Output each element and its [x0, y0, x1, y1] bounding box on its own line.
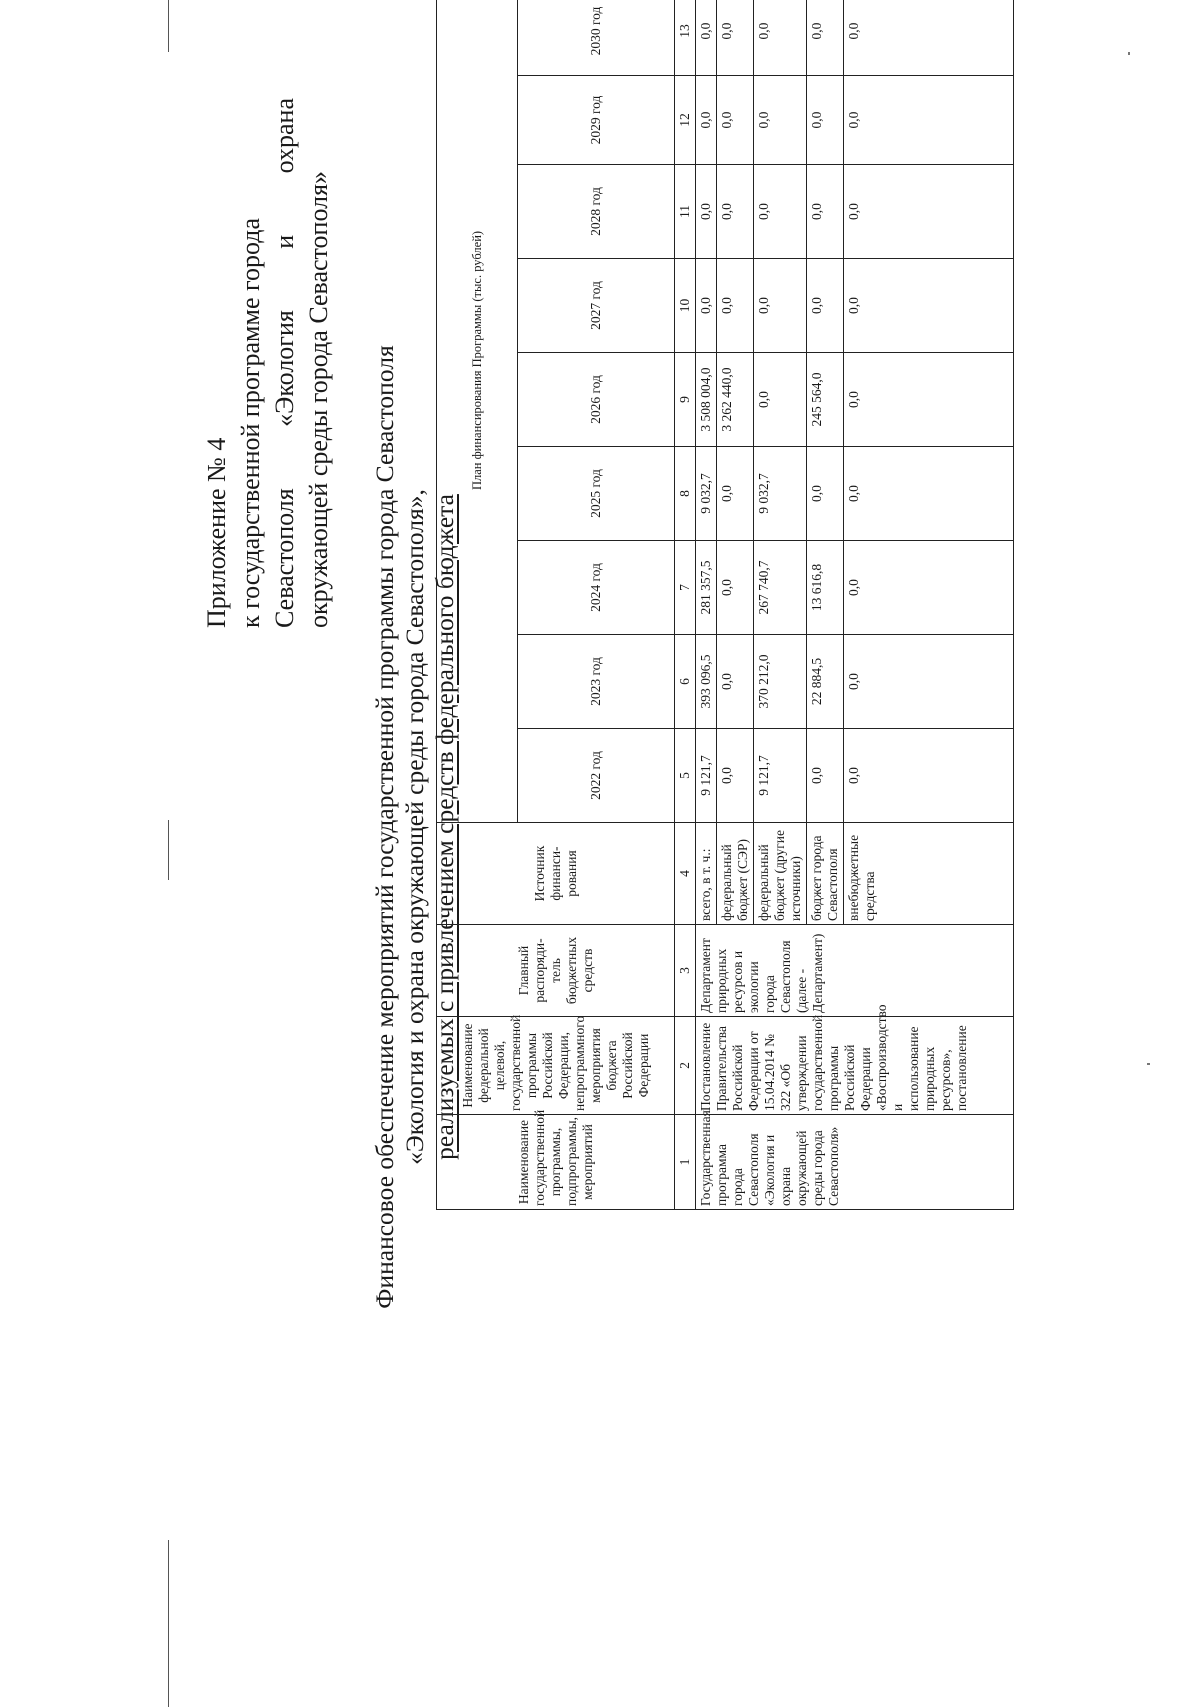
- value-cell: 0,0: [844, 76, 1014, 165]
- value-cell: 0,0: [844, 165, 1014, 259]
- value-cell: 0,0: [717, 0, 754, 76]
- column-number: 6: [675, 635, 696, 729]
- value-cell: 0,0: [844, 447, 1014, 541]
- header-program-name: Наименование государственной программы, подпрограммы, мероприятий: [437, 1115, 675, 1210]
- header-financing-plan: План финансирования Программы (тыс. рублей): [437, 0, 518, 823]
- header-year: 2025 год: [518, 447, 675, 541]
- funding-source-cell: федеральный бюджет (другие источники): [754, 823, 807, 925]
- appendix-number: Приложение № 4: [202, 437, 231, 628]
- header-year: 2029 год: [518, 76, 675, 165]
- value-cell: 0,0: [717, 165, 754, 259]
- value-cell: 0,0: [844, 635, 1014, 729]
- value-cell: 0,0: [717, 541, 754, 635]
- title-line-2: «Экология и охрана окружающей среды города Севастополя»,: [400, 489, 429, 1165]
- appendix-line-4: окружающей среды города Севастополя»: [304, 170, 333, 628]
- appendix-heading: [200, 98, 336, 628]
- table-row-total: [696, 0, 717, 1210]
- value-cell: 0,0: [807, 259, 844, 353]
- column-number: 3: [675, 925, 696, 1017]
- column-number: 11: [675, 165, 696, 259]
- value-cell: 0,0: [717, 729, 754, 823]
- column-number: 7: [675, 541, 696, 635]
- margin-line-top: [168, 0, 169, 52]
- header-funding-source: Источник финанси-рования: [437, 823, 675, 925]
- value-cell: 0,0: [696, 259, 717, 353]
- value-cell: 0,0: [844, 541, 1014, 635]
- header-federal-program: Наименование федеральной целевой, государственной программы Российской Федерации, непрограммного мероприятия бюджета Российской Федерации: [437, 1017, 675, 1115]
- title-line-3: реализуемых с привлечением средств федерального бюджета: [430, 494, 459, 1160]
- value-cell: 22 884,5: [807, 635, 844, 729]
- value-cell: 0,0: [717, 76, 754, 165]
- header-year: 2028 год: [518, 165, 675, 259]
- funding-source-cell: бюджет города Севастополя: [807, 823, 844, 925]
- value-cell: 3 508 004,0: [696, 353, 717, 447]
- column-number: 13: [675, 0, 696, 76]
- value-cell: 0,0: [717, 259, 754, 353]
- distributor-cell: Департамент природных ресурсов и экологии города Севастополя (далее - Департамент): [696, 925, 1014, 1017]
- value-cell: 0,0: [696, 165, 717, 259]
- financing-table: [436, 0, 1014, 1210]
- value-cell: 0,0: [844, 259, 1014, 353]
- value-cell: 0,0: [754, 76, 807, 165]
- value-cell: 9 032,7: [754, 447, 807, 541]
- header-row-1: [437, 0, 518, 1210]
- value-cell: 0,0: [754, 353, 807, 447]
- appendix-line-3: Севастополя «Экология и охрана: [270, 98, 299, 628]
- value-cell: 0,0: [844, 0, 1014, 76]
- margin-line-middle: [168, 820, 169, 880]
- value-cell: 245 564,0: [807, 353, 844, 447]
- header-year: 2027 год: [518, 259, 675, 353]
- column-number: 2: [675, 1017, 696, 1115]
- header-year: 2030 год: [518, 0, 675, 76]
- value-cell: 0,0: [754, 0, 807, 76]
- funding-source-cell: внебюджетные средства: [844, 823, 1014, 925]
- header-distributor: Главный распоряди-тель бюджетных средств: [437, 925, 675, 1017]
- value-cell: 281 357,5: [696, 541, 717, 635]
- value-cell: 0,0: [717, 635, 754, 729]
- value-cell: 0,0: [807, 76, 844, 165]
- value-cell: 0,0: [807, 0, 844, 76]
- value-cell: 0,0: [696, 0, 717, 76]
- column-number: 1: [675, 1115, 696, 1210]
- value-cell: 0,0: [754, 259, 807, 353]
- column-number: 12: [675, 76, 696, 165]
- federal-program-cell: Постановление Правительства Российской Федерации от 15.04.2014 № 322 «Об утверждении государственной программы Российской Федерации «Воспроизводство и использование природных ресурсов», постановление: [696, 1017, 1014, 1115]
- value-cell: 9 032,7: [696, 447, 717, 541]
- column-number: 9: [675, 353, 696, 447]
- value-cell: 3 262 440,0: [717, 353, 754, 447]
- value-cell: 0,0: [807, 447, 844, 541]
- value-cell: 393 096,5: [696, 635, 717, 729]
- column-number-row: [675, 0, 696, 1210]
- value-cell: 13 616,8: [807, 541, 844, 635]
- header-year: 2026 год: [518, 353, 675, 447]
- value-cell: 370 212,0: [754, 635, 807, 729]
- column-number: 4: [675, 823, 696, 925]
- column-number: 10: [675, 259, 696, 353]
- value-cell: 9 121,7: [696, 729, 717, 823]
- column-number: 5: [675, 729, 696, 823]
- title-line-1: Финансовое обеспечение мероприятий государственной программы города Севастополя: [370, 345, 399, 1309]
- header-year: 2022 год: [518, 729, 675, 823]
- value-cell: 267 740,7: [754, 541, 807, 635]
- value-cell: 0,0: [807, 165, 844, 259]
- value-cell: 0,0: [807, 729, 844, 823]
- margin-line-bottom: [168, 1540, 169, 1707]
- rotated-document: [200, 0, 1200, 1707]
- column-number: 8: [675, 447, 696, 541]
- value-cell: 0,0: [754, 165, 807, 259]
- value-cell: 9 121,7: [754, 729, 807, 823]
- value-cell: 0,0: [844, 353, 1014, 447]
- value-cell: 0,0: [696, 76, 717, 165]
- funding-source-cell: федеральный бюджет (СЭР): [717, 823, 754, 925]
- appendix-line-2: к государственной программе города: [236, 217, 265, 628]
- value-cell: 0,0: [717, 447, 754, 541]
- header-year: 2024 год: [518, 541, 675, 635]
- program-name-cell: Государственная программа города Севастополя «Экология и охрана окружающей среды города Севастополя»: [696, 1115, 1014, 1210]
- value-cell: 0,0: [844, 729, 1014, 823]
- funding-source-cell: всего, в т. ч.:: [696, 823, 717, 925]
- header-year: 2023 год: [518, 635, 675, 729]
